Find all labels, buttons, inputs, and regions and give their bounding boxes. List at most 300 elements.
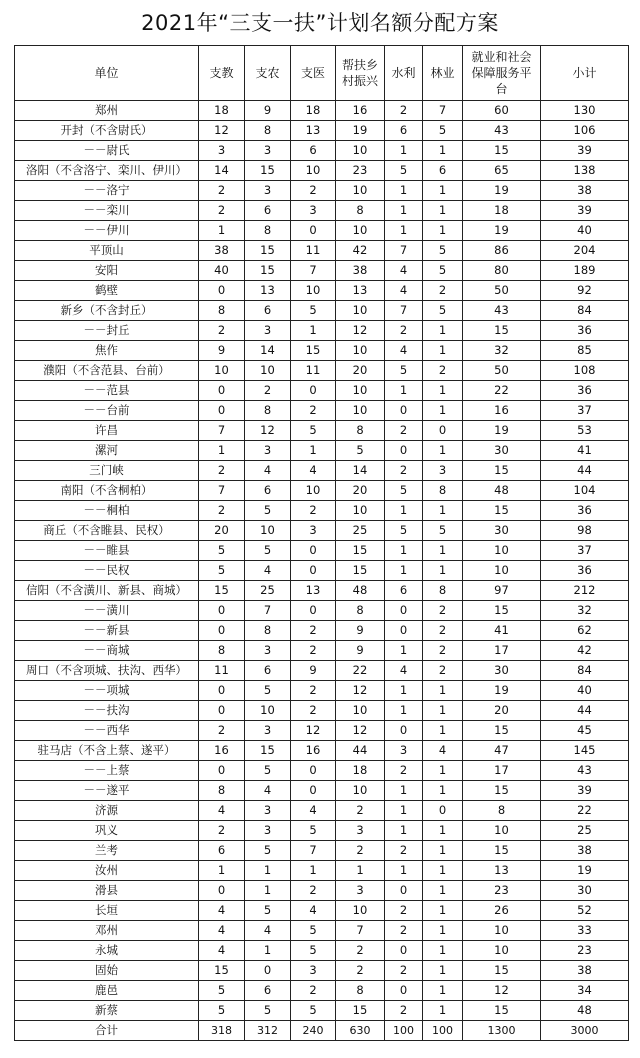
cell-water: 2 [385, 841, 423, 861]
cell-teaching: 18 [199, 101, 245, 121]
cell-agriculture: 7 [245, 601, 291, 621]
table-row [15, 221, 629, 241]
table-row [15, 1001, 629, 1021]
cell-water: 2 [385, 101, 423, 121]
cell-forestry: 1 [423, 901, 463, 921]
cell-medical: 5 [291, 941, 336, 961]
cell-forestry: 5 [423, 121, 463, 141]
cell-medical: 5 [291, 421, 336, 441]
cell-subtotal: 38 [541, 961, 629, 981]
table-row [15, 501, 629, 521]
cell-rural-revitalization: 23 [336, 161, 385, 181]
cell-forestry: 1 [423, 821, 463, 841]
cell-unit: 新蔡 [15, 1001, 199, 1021]
cell-medical: 5 [291, 301, 336, 321]
cell-teaching: 1 [199, 441, 245, 461]
cell-subtotal: 38 [541, 841, 629, 861]
cell-forestry: 1 [423, 201, 463, 221]
cell-water: 0 [385, 401, 423, 421]
cell-agriculture: 6 [245, 481, 291, 501]
total-water: 100 [385, 1021, 423, 1041]
cell-agriculture: 3 [245, 441, 291, 461]
cell-medical: 2 [291, 621, 336, 641]
cell-teaching: 4 [199, 901, 245, 921]
header-row [15, 46, 629, 101]
cell-employment-platform: 15 [463, 721, 541, 741]
cell-forestry: 1 [423, 321, 463, 341]
cell-medical: 7 [291, 261, 336, 281]
cell-teaching: 2 [199, 321, 245, 341]
cell-water: 2 [385, 421, 423, 441]
cell-rural-revitalization: 12 [336, 721, 385, 741]
cell-forestry: 4 [423, 741, 463, 761]
cell-subtotal: 212 [541, 581, 629, 601]
total-teaching: 318 [199, 1021, 245, 1041]
cell-forestry: 1 [423, 441, 463, 461]
cell-medical: 2 [291, 881, 336, 901]
table-row [15, 961, 629, 981]
cell-water: 0 [385, 441, 423, 461]
cell-teaching: 8 [199, 301, 245, 321]
cell-unit: 驻马店（不含上蔡、遂平） [15, 741, 199, 761]
cell-unit: 巩义 [15, 821, 199, 841]
cell-forestry: 2 [423, 621, 463, 641]
cell-subtotal: 40 [541, 221, 629, 241]
cell-subtotal: 130 [541, 101, 629, 121]
cell-unit: 兰考 [15, 841, 199, 861]
cell-teaching: 0 [199, 601, 245, 621]
cell-rural-revitalization: 2 [336, 841, 385, 861]
cell-unit: 商丘（不含睢县、民权） [15, 521, 199, 541]
cell-medical: 2 [291, 501, 336, 521]
cell-rural-revitalization: 2 [336, 941, 385, 961]
cell-agriculture: 2 [245, 381, 291, 401]
cell-employment-platform: 12 [463, 981, 541, 1001]
cell-employment-platform: 50 [463, 281, 541, 301]
cell-teaching: 2 [199, 721, 245, 741]
cell-unit: 邓州 [15, 921, 199, 941]
cell-teaching: 6 [199, 841, 245, 861]
table-row [15, 861, 629, 881]
cell-teaching: 4 [199, 921, 245, 941]
cell-agriculture: 3 [245, 141, 291, 161]
cell-unit: 漯河 [15, 441, 199, 461]
table-row [15, 681, 629, 701]
cell-water: 1 [385, 221, 423, 241]
cell-forestry: 1 [423, 761, 463, 781]
cell-medical: 7 [291, 841, 336, 861]
cell-water: 5 [385, 521, 423, 541]
table-row [15, 801, 629, 821]
table-row [15, 941, 629, 961]
cell-teaching: 7 [199, 481, 245, 501]
cell-unit: －－潢川 [15, 601, 199, 621]
column-header-unit: 单位 [15, 46, 199, 101]
cell-water: 0 [385, 941, 423, 961]
cell-teaching: 2 [199, 461, 245, 481]
cell-employment-platform: 97 [463, 581, 541, 601]
cell-teaching: 7 [199, 421, 245, 441]
cell-medical: 10 [291, 281, 336, 301]
cell-medical: 5 [291, 821, 336, 841]
cell-employment-platform: 17 [463, 761, 541, 781]
cell-rural-revitalization: 2 [336, 801, 385, 821]
cell-forestry: 1 [423, 681, 463, 701]
cell-water: 1 [385, 861, 423, 881]
cell-teaching: 12 [199, 121, 245, 141]
cell-teaching: 2 [199, 181, 245, 201]
cell-unit: 焦作 [15, 341, 199, 361]
cell-subtotal: 39 [541, 781, 629, 801]
cell-unit: 长垣 [15, 901, 199, 921]
cell-water: 5 [385, 161, 423, 181]
cell-agriculture: 3 [245, 321, 291, 341]
cell-teaching: 0 [199, 761, 245, 781]
cell-teaching: 5 [199, 981, 245, 1001]
cell-teaching: 5 [199, 561, 245, 581]
cell-employment-platform: 26 [463, 901, 541, 921]
cell-teaching: 0 [199, 381, 245, 401]
cell-forestry: 6 [423, 161, 463, 181]
table-row [15, 701, 629, 721]
cell-unit: 周口（不含项城、扶沟、西华） [15, 661, 199, 681]
cell-agriculture: 14 [245, 341, 291, 361]
cell-medical: 18 [291, 101, 336, 121]
cell-forestry: 1 [423, 341, 463, 361]
cell-rural-revitalization: 10 [336, 381, 385, 401]
cell-water: 2 [385, 761, 423, 781]
cell-subtotal: 92 [541, 281, 629, 301]
cell-water: 1 [385, 701, 423, 721]
table-row [15, 721, 629, 741]
cell-unit: －－封丘 [15, 321, 199, 341]
cell-agriculture: 12 [245, 421, 291, 441]
cell-agriculture: 10 [245, 701, 291, 721]
table-row [15, 841, 629, 861]
table-row [15, 881, 629, 901]
cell-teaching: 16 [199, 741, 245, 761]
cell-employment-platform: 30 [463, 441, 541, 461]
cell-water: 1 [385, 501, 423, 521]
cell-subtotal: 104 [541, 481, 629, 501]
cell-water: 2 [385, 1001, 423, 1021]
cell-subtotal: 23 [541, 941, 629, 961]
cell-rural-revitalization: 19 [336, 121, 385, 141]
table-row [15, 241, 629, 261]
cell-rural-revitalization: 3 [336, 881, 385, 901]
cell-teaching: 0 [199, 621, 245, 641]
cell-forestry: 1 [423, 541, 463, 561]
total-unit: 合计 [15, 1021, 199, 1041]
cell-subtotal: 204 [541, 241, 629, 261]
cell-medical: 1 [291, 321, 336, 341]
cell-medical: 2 [291, 641, 336, 661]
cell-forestry: 2 [423, 601, 463, 621]
cell-employment-platform: 15 [463, 601, 541, 621]
table-row [15, 901, 629, 921]
cell-water: 1 [385, 201, 423, 221]
cell-subtotal: 44 [541, 461, 629, 481]
cell-employment-platform: 15 [463, 1001, 541, 1021]
cell-employment-platform: 10 [463, 941, 541, 961]
cell-agriculture: 1 [245, 881, 291, 901]
cell-water: 1 [385, 381, 423, 401]
cell-medical: 0 [291, 221, 336, 241]
cell-subtotal: 39 [541, 141, 629, 161]
cell-unit: －－上蔡 [15, 761, 199, 781]
cell-subtotal: 25 [541, 821, 629, 841]
cell-unit: －－桐柏 [15, 501, 199, 521]
cell-forestry: 1 [423, 721, 463, 741]
cell-employment-platform: 43 [463, 301, 541, 321]
cell-agriculture: 4 [245, 921, 291, 941]
table-row [15, 981, 629, 1001]
cell-subtotal: 36 [541, 501, 629, 521]
cell-unit: －－扶沟 [15, 701, 199, 721]
cell-water: 4 [385, 341, 423, 361]
cell-teaching: 8 [199, 781, 245, 801]
cell-employment-platform: 50 [463, 361, 541, 381]
cell-water: 1 [385, 641, 423, 661]
cell-medical: 2 [291, 401, 336, 421]
cell-water: 6 [385, 581, 423, 601]
cell-water: 2 [385, 921, 423, 941]
column-header-teaching: 支教 [199, 46, 245, 101]
table-row [15, 321, 629, 341]
cell-water: 1 [385, 181, 423, 201]
table-row [15, 541, 629, 561]
cell-rural-revitalization: 10 [336, 901, 385, 921]
cell-agriculture: 8 [245, 401, 291, 421]
cell-forestry: 2 [423, 661, 463, 681]
cell-agriculture: 3 [245, 641, 291, 661]
cell-forestry: 1 [423, 141, 463, 161]
cell-medical: 9 [291, 661, 336, 681]
cell-unit: 开封（不含尉氏） [15, 121, 199, 141]
cell-unit: －－商城 [15, 641, 199, 661]
cell-employment-platform: 18 [463, 201, 541, 221]
cell-agriculture: 8 [245, 621, 291, 641]
total-rural-revitalization: 630 [336, 1021, 385, 1041]
cell-agriculture: 10 [245, 361, 291, 381]
cell-forestry: 5 [423, 241, 463, 261]
table-body [15, 101, 629, 1041]
cell-subtotal: 108 [541, 361, 629, 381]
column-header-rural-revitalization: 帮扶乡村振兴 [336, 46, 385, 101]
cell-medical: 3 [291, 521, 336, 541]
cell-agriculture: 0 [245, 961, 291, 981]
cell-unit: 南阳（不含桐柏） [15, 481, 199, 501]
cell-water: 4 [385, 261, 423, 281]
table-row [15, 601, 629, 621]
cell-medical: 10 [291, 481, 336, 501]
cell-employment-platform: 20 [463, 701, 541, 721]
cell-forestry: 1 [423, 861, 463, 881]
cell-rural-revitalization: 22 [336, 661, 385, 681]
cell-forestry: 8 [423, 481, 463, 501]
table-row [15, 101, 629, 121]
cell-water: 3 [385, 741, 423, 761]
cell-forestry: 5 [423, 301, 463, 321]
cell-employment-platform: 86 [463, 241, 541, 261]
cell-rural-revitalization: 10 [336, 301, 385, 321]
cell-forestry: 1 [423, 501, 463, 521]
cell-water: 0 [385, 621, 423, 641]
cell-employment-platform: 8 [463, 801, 541, 821]
cell-forestry: 5 [423, 261, 463, 281]
cell-teaching: 5 [199, 1001, 245, 1021]
cell-forestry: 8 [423, 581, 463, 601]
cell-agriculture: 5 [245, 1001, 291, 1021]
cell-agriculture: 6 [245, 981, 291, 1001]
table-row [15, 181, 629, 201]
cell-rural-revitalization: 15 [336, 561, 385, 581]
table-row [15, 741, 629, 761]
table-row [15, 341, 629, 361]
cell-agriculture: 6 [245, 201, 291, 221]
cell-water: 2 [385, 321, 423, 341]
cell-subtotal: 62 [541, 621, 629, 641]
cell-water: 1 [385, 681, 423, 701]
table-row [15, 521, 629, 541]
cell-medical: 12 [291, 721, 336, 741]
cell-medical: 3 [291, 201, 336, 221]
cell-agriculture: 5 [245, 501, 291, 521]
cell-medical: 11 [291, 361, 336, 381]
column-header-forestry: 林业 [423, 46, 463, 101]
cell-unit: 鹿邑 [15, 981, 199, 1001]
cell-teaching: 20 [199, 521, 245, 541]
cell-rural-revitalization: 9 [336, 621, 385, 641]
cell-employment-platform: 47 [463, 741, 541, 761]
cell-teaching: 0 [199, 401, 245, 421]
table-row [15, 481, 629, 501]
cell-subtotal: 106 [541, 121, 629, 141]
cell-medical: 0 [291, 541, 336, 561]
cell-water: 0 [385, 601, 423, 621]
cell-medical: 1 [291, 441, 336, 461]
cell-medical: 4 [291, 461, 336, 481]
cell-medical: 4 [291, 801, 336, 821]
cell-forestry: 1 [423, 841, 463, 861]
cell-medical: 1 [291, 861, 336, 881]
cell-employment-platform: 17 [463, 641, 541, 661]
cell-teaching: 9 [199, 341, 245, 361]
cell-agriculture: 9 [245, 101, 291, 121]
cell-rural-revitalization: 9 [336, 641, 385, 661]
cell-unit: －－民权 [15, 561, 199, 581]
cell-rural-revitalization: 3 [336, 821, 385, 841]
cell-agriculture: 3 [245, 821, 291, 841]
cell-agriculture: 1 [245, 861, 291, 881]
cell-rural-revitalization: 2 [336, 961, 385, 981]
cell-forestry: 1 [423, 941, 463, 961]
cell-unit: －－遂平 [15, 781, 199, 801]
cell-medical: 0 [291, 781, 336, 801]
cell-subtotal: 42 [541, 641, 629, 661]
table-row [15, 461, 629, 481]
cell-agriculture: 3 [245, 181, 291, 201]
cell-medical: 2 [291, 181, 336, 201]
cell-forestry: 5 [423, 521, 463, 541]
table-row [15, 821, 629, 841]
cell-forestry: 1 [423, 701, 463, 721]
cell-teaching: 3 [199, 141, 245, 161]
table-row [15, 921, 629, 941]
cell-employment-platform: 10 [463, 821, 541, 841]
cell-subtotal: 52 [541, 901, 629, 921]
cell-rural-revitalization: 7 [336, 921, 385, 941]
cell-unit: －－项城 [15, 681, 199, 701]
cell-teaching: 2 [199, 821, 245, 841]
cell-agriculture: 25 [245, 581, 291, 601]
cell-teaching: 8 [199, 641, 245, 661]
column-header-water: 水利 [385, 46, 423, 101]
cell-agriculture: 15 [245, 161, 291, 181]
table-row [15, 781, 629, 801]
cell-agriculture: 4 [245, 461, 291, 481]
cell-teaching: 2 [199, 201, 245, 221]
cell-unit: 许昌 [15, 421, 199, 441]
cell-agriculture: 15 [245, 261, 291, 281]
column-header-subtotal: 小计 [541, 46, 629, 101]
cell-forestry: 1 [423, 181, 463, 201]
cell-subtotal: 138 [541, 161, 629, 181]
cell-teaching: 1 [199, 861, 245, 881]
cell-teaching: 1 [199, 221, 245, 241]
cell-teaching: 4 [199, 801, 245, 821]
cell-forestry: 7 [423, 101, 463, 121]
total-agriculture: 312 [245, 1021, 291, 1041]
cell-subtotal: 44 [541, 701, 629, 721]
cell-forestry: 0 [423, 421, 463, 441]
cell-subtotal: 22 [541, 801, 629, 821]
table-row [15, 761, 629, 781]
cell-agriculture: 15 [245, 241, 291, 261]
cell-subtotal: 38 [541, 181, 629, 201]
cell-agriculture: 5 [245, 901, 291, 921]
cell-employment-platform: 32 [463, 341, 541, 361]
column-header-employment-platform: 就业和社会保障服务平台 [463, 46, 541, 101]
cell-subtotal: 30 [541, 881, 629, 901]
cell-subtotal: 32 [541, 601, 629, 621]
cell-medical: 13 [291, 581, 336, 601]
cell-employment-platform: 30 [463, 661, 541, 681]
cell-unit: 永城 [15, 941, 199, 961]
page-title: 2021年“三支一扶”计划名额分配方案 [141, 11, 499, 35]
cell-teaching: 11 [199, 661, 245, 681]
cell-forestry: 1 [423, 561, 463, 581]
cell-employment-platform: 41 [463, 621, 541, 641]
cell-medical: 3 [291, 961, 336, 981]
cell-unit: －－台前 [15, 401, 199, 421]
cell-agriculture: 8 [245, 121, 291, 141]
cell-agriculture: 5 [245, 841, 291, 861]
table-row [15, 661, 629, 681]
cell-employment-platform: 19 [463, 421, 541, 441]
cell-rural-revitalization: 12 [336, 321, 385, 341]
cell-agriculture: 5 [245, 541, 291, 561]
cell-employment-platform: 65 [463, 161, 541, 181]
cell-agriculture: 4 [245, 561, 291, 581]
cell-subtotal: 34 [541, 981, 629, 1001]
cell-unit: 固始 [15, 961, 199, 981]
cell-forestry: 1 [423, 961, 463, 981]
cell-water: 6 [385, 121, 423, 141]
cell-employment-platform: 48 [463, 481, 541, 501]
cell-forestry: 1 [423, 381, 463, 401]
cell-employment-platform: 15 [463, 961, 541, 981]
